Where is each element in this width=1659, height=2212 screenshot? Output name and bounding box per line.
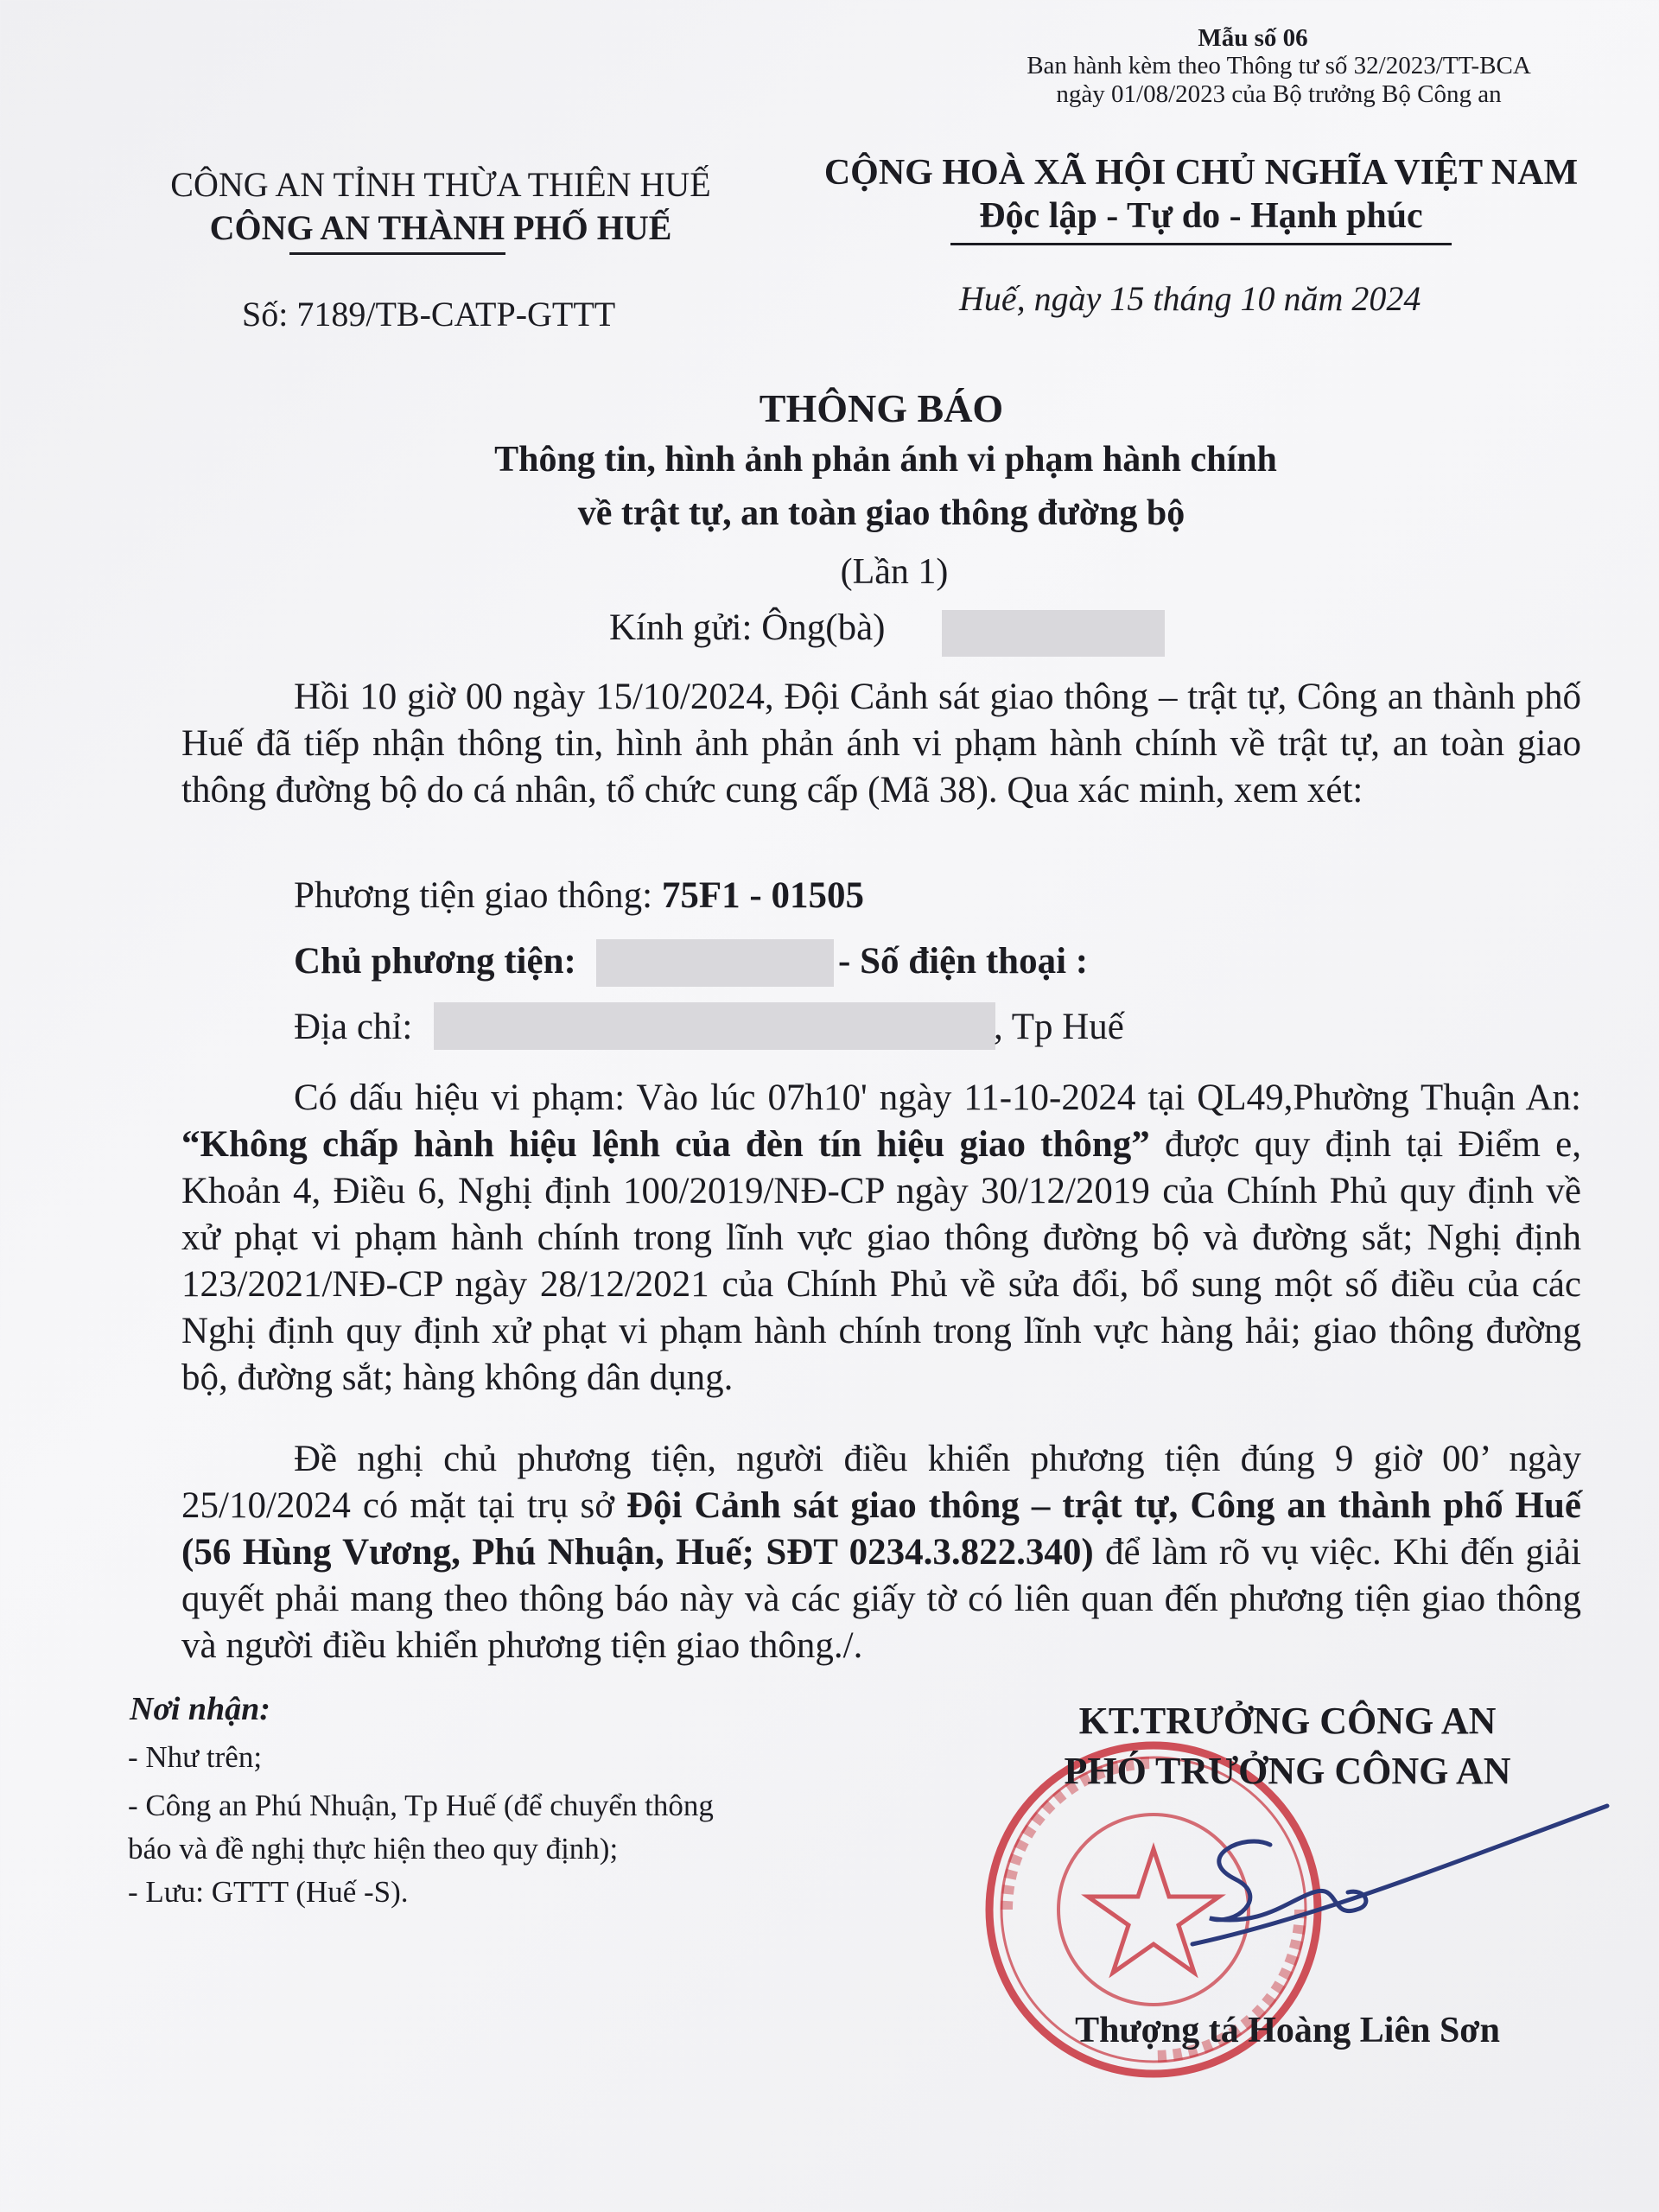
request-location: Đội Cảnh sát giao thông – trật tự, Công an thành phố Huế (56 Hùng Vương, Phú Nhuận, Huế; SĐT 0234.3.822.340) bbox=[181, 1485, 1581, 1573]
request-text bbox=[181, 1436, 1581, 1669]
signature-title-2: PHÓ TRƯỞNG CÔNG AN bbox=[1064, 1750, 1511, 1792]
violation-intro: Có dấu hiệu vi phạm: Vào lúc 07h10' ngày 11-10-2024 tại QL49,Phường Thuận An: bbox=[294, 1077, 1581, 1118]
address-city: , Tp Huế bbox=[994, 1007, 1124, 1047]
address-label: Địa chỉ: bbox=[294, 1007, 413, 1047]
document-date: Huế, ngày 15 tháng 10 năm 2024 bbox=[959, 279, 1421, 318]
violation-legal-basis: được quy định tại Điểm e, Khoản 4, Điều 6, Nghị định 100/2019/NĐ-CP ngày 30/12/2019 của Chính Phủ quy định về xử phạt vi phạm hành chính trong lĩnh vực giao thông đường bộ và đường sắt; Nghị định 123/2021/NĐ-CP ngày 28/12/2021 của Chính Phủ về sửa đổi, bổ sung một số điều của các Nghị định quy định xử phạt vi phạm hành chính trong lĩnh vực hàng hải; giao thông đường bộ, đường sắt; hàng không dân dụng. bbox=[181, 1124, 1581, 1398]
form-reference-line2: ngày 01/08/2023 của Bộ trưởng Bộ Công an bbox=[1056, 80, 1502, 108]
phone-label: - Số điện thoại : bbox=[838, 941, 1089, 982]
nation-name: CỘNG HOÀ XÃ HỘI CHỦ NGHĨA VIỆT NAM bbox=[823, 153, 1579, 193]
agency-name: CÔNG AN THÀNH PHỐ HUẾ bbox=[209, 208, 672, 247]
signer-name: Thượng tá Hoàng Liên Sơn bbox=[1075, 2011, 1500, 2050]
redacted-recipient-name bbox=[942, 610, 1165, 657]
nation-motto: Độc lập - Tự do - Hạnh phúc bbox=[979, 196, 1423, 236]
greeting bbox=[609, 607, 885, 649]
recipient-item-2a: - Công an Phú Nhuận, Tp Huế (để chuyển thông bbox=[128, 1789, 714, 1822]
vehicle-label: Phương tiện giao thông: bbox=[294, 875, 662, 916]
request-instructions: để làm rõ vụ việc. Khi đến giải quyết phải mang theo thông báo này và các giấy tờ có liên quan đến phương tiện giao thông và người điều khiển phương tiện giao thông./. bbox=[181, 1532, 1581, 1666]
request-paragraph bbox=[181, 1436, 1581, 1669]
form-number: Mẫu số 06 bbox=[1198, 24, 1308, 52]
notice-round: (Lần 1) bbox=[840, 552, 949, 592]
owner-label: Chủ phương tiện: bbox=[294, 941, 576, 982]
signature-title-1: KT.TRƯỞNG CÔNG AN bbox=[1078, 1700, 1497, 1742]
vehicle-row bbox=[294, 874, 864, 917]
request-intro: Đề nghị chủ phương tiện, người điều khiển phương tiện đúng 9 giờ 00’ ngày 25/10/2024 có mặt tại trụ sở bbox=[181, 1439, 1581, 1526]
notice-subtitle-1: Thông tin, hình ảnh phản ánh vi phạm hành chính bbox=[494, 440, 1277, 480]
greeting-text: Kính gửi: Ông(bà) bbox=[609, 607, 886, 648]
intro-paragraph bbox=[181, 674, 1581, 814]
redacted-owner-name bbox=[596, 939, 834, 987]
motto-underline bbox=[950, 243, 1452, 245]
violation-type: “Không chấp hành hiệu lệnh của đèn tín hiệu giao thông” bbox=[181, 1124, 1150, 1165]
violation-text bbox=[181, 1075, 1581, 1402]
document-number: Số: 7189/TB-CATP-GTTT bbox=[242, 295, 616, 334]
intro-text: Hồi 10 giờ 00 ngày 15/10/2024, Đội Cảnh sát giao thông – trật tự, Công an thành phố Huế đã tiếp nhận thông tin, hình ảnh phản ánh vi phạm hành chính về trật tự, an toàn giao thông đường bộ do cá nhân, tổ chức cung cấp (Mã 38). Qua xác minh, xem xét: bbox=[181, 677, 1581, 810]
form-reference-line1: Ban hành kèm theo Thông tư số 32/2023/TT-BCA bbox=[1027, 52, 1531, 79]
violation-paragraph bbox=[181, 1075, 1581, 1402]
recipient-item-2b: báo và đề nghị thực hiện theo quy định); bbox=[128, 1832, 619, 1866]
notice-title: THÔNG BÁO bbox=[759, 386, 1004, 430]
recipient-item-3: - Lưu: GTTT (Huế -S). bbox=[128, 1875, 409, 1909]
redacted-address bbox=[434, 1002, 995, 1050]
agency-parent: CÔNG AN TỈNH THỪA THIÊN HUẾ bbox=[170, 165, 711, 204]
vehicle-plate: 75F1 - 01505 bbox=[661, 875, 864, 916]
handwritten-signature bbox=[1141, 1797, 1624, 1970]
recipients-heading: Nơi nhận: bbox=[130, 1691, 270, 1727]
agency-underline bbox=[289, 252, 505, 255]
recipient-item-1: - Như trên; bbox=[128, 1740, 263, 1774]
notice-subtitle-2: về trật tự, an toàn giao thông đường bộ bbox=[577, 493, 1185, 533]
